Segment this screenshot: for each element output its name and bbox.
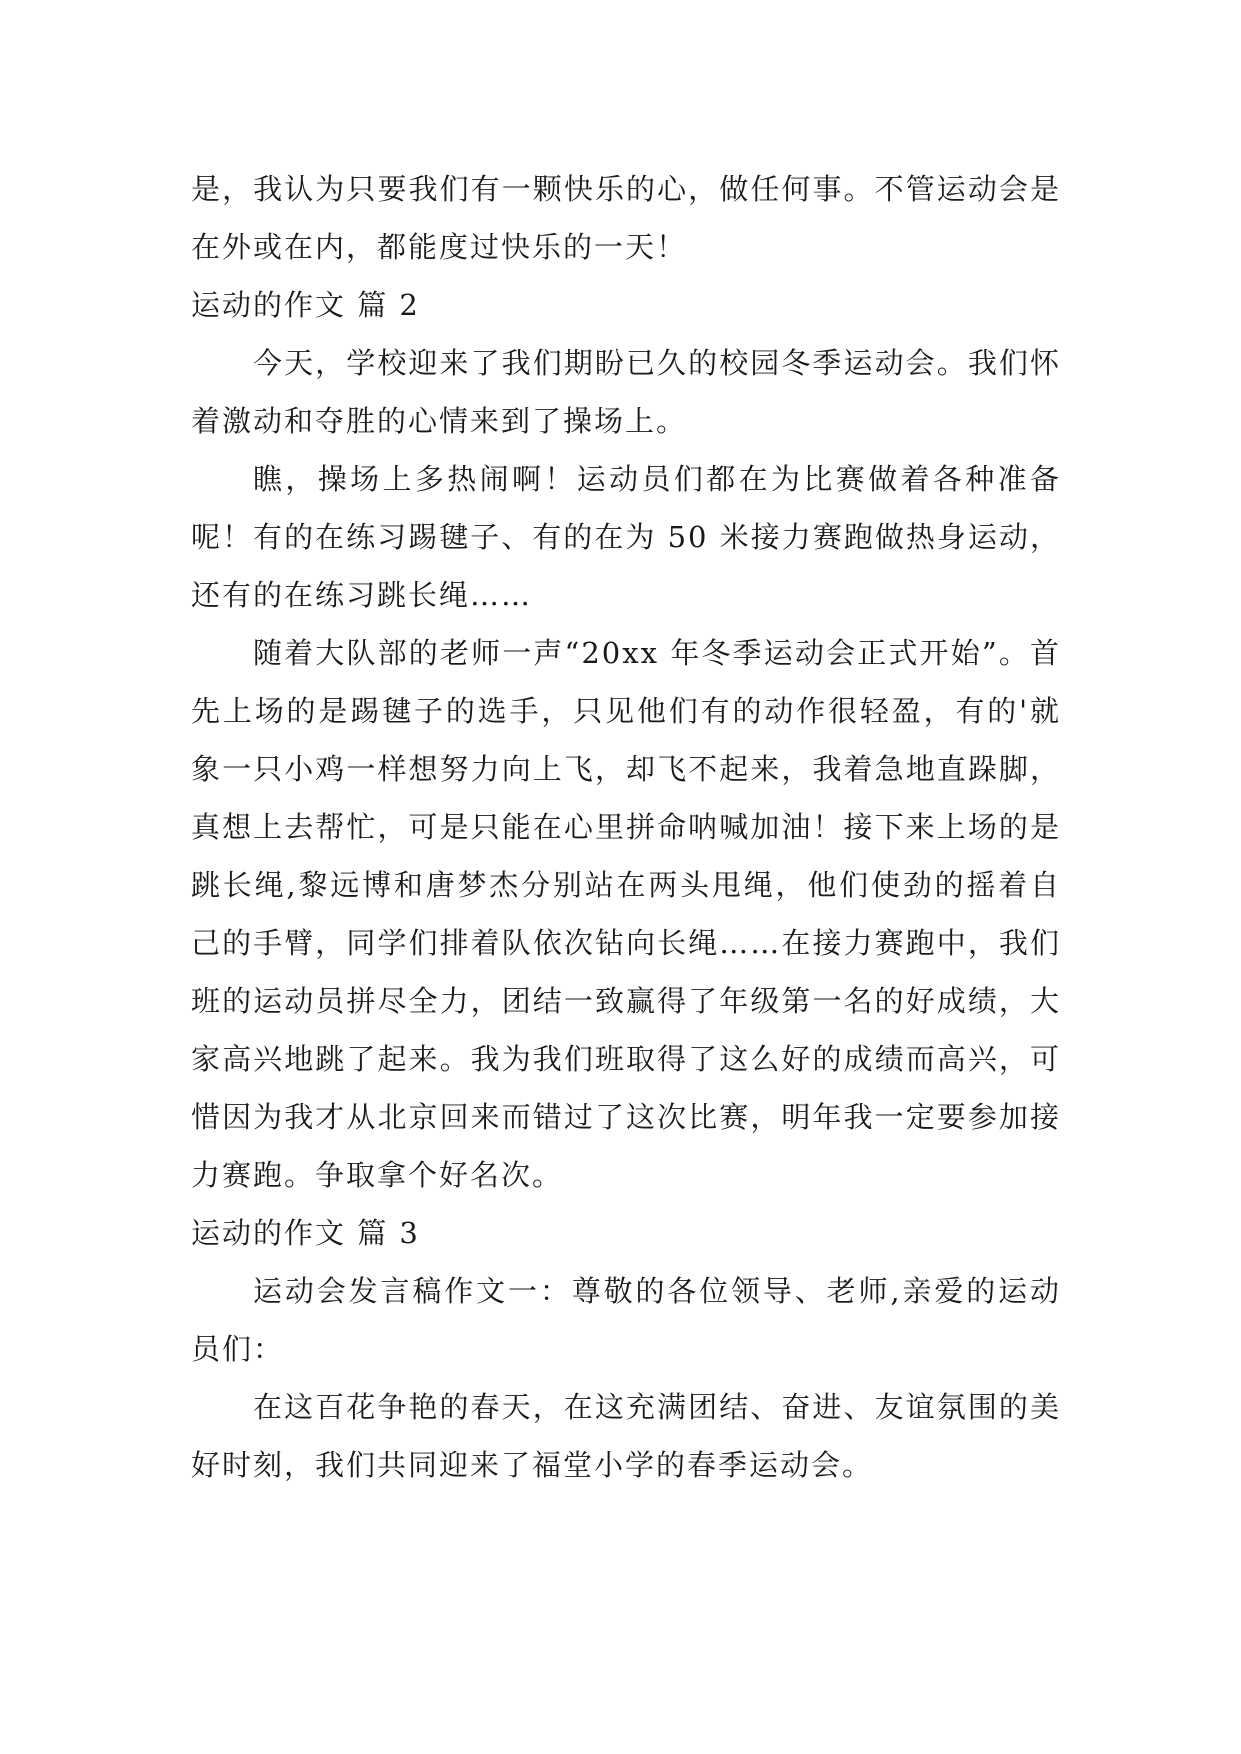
paragraph-3: 瞧，操场上多热闹啊！运动员们都在为比赛做着各种准备呢！有的在练习踢毽子、有的在为 50 米接力赛跑做热身运动，还有的在练习跳长绳…… <box>191 462 1061 612</box>
section-heading-2: 运动的作文 篇 2 <box>191 288 420 322</box>
paragraph-2: 今天，学校迎来了我们期盼已久的校园冬季运动会。我们怀着激动和夺胜的心情来到了操场上。 <box>191 346 1061 438</box>
document-body <box>191 160 1061 1494</box>
paragraph-1: 是，我认为只要我们有一颗快乐的心，做任何事。不管运动会是在外或在内，都能度过快乐的一天！ <box>191 172 1061 264</box>
paragraph-6: 在这百花争艳的春天，在这充满团结、奋进、友谊氛围的美好时刻，我们共同迎来了福堂小学的春季运动会。 <box>191 1390 1061 1482</box>
paragraph-4: 随着大队部的老师一声“20xx 年冬季运动会正式开始”。首先上场的是踢毽子的选手，只见他们有的动作很轻盈，有的'就象一只小鸡一样想努力向上飞，却飞不起来，我着急地直跺脚，真想上去帮忙，可是只能在心里拼命呐喊加油！接下来上场的是跳长绳,黎远博和唐梦杰分别站在两头甩绳，他们使劲的摇着自己的手臂，同学们排着队依次钻向长绳……在接力赛跑中，我们班的运动员拼尽全力，团结一致赢得了年级第一名的好成绩，大家高兴地跳了起来。我为我们班取得了这么好的成绩而高兴，可惜因为我才从北京回来而错过了这次比赛，明年我一定要参加接力赛跑。争取拿个好名次。 <box>191 636 1061 1192</box>
section-heading-3: 运动的作文 篇 3 <box>191 1216 420 1250</box>
paragraph-5: 运动会发言稿作文一：尊敬的各位领导、老师,亲爱的运动员们： <box>191 1274 1061 1366</box>
